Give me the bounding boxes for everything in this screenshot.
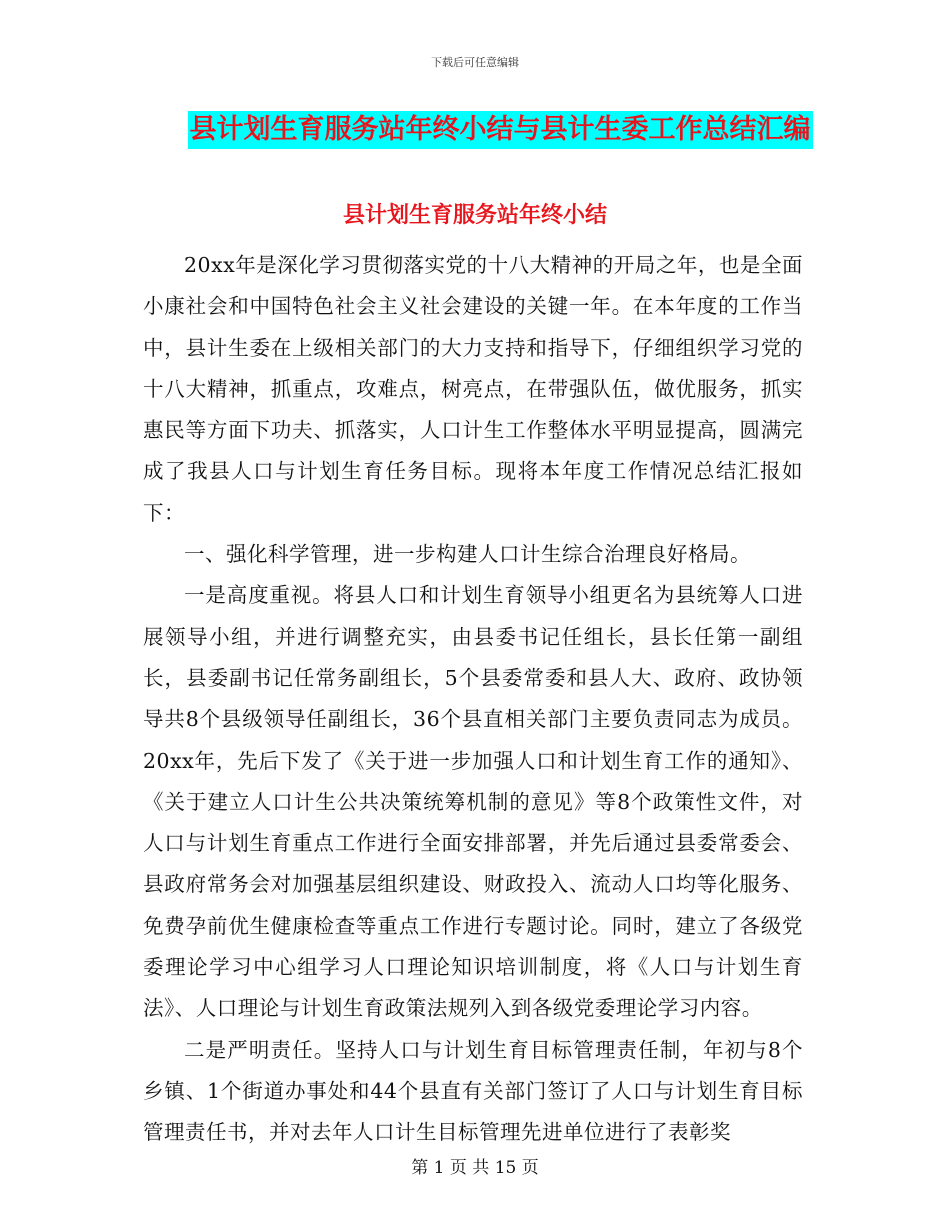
page-number: 第 1 页 共 15 页 <box>411 1158 539 1178</box>
paragraph: 一、强化科学管理，进一步构建人口计生综合治理良好格局。 <box>184 542 751 567</box>
paragraph: 20xx年是深化学习贯彻落实党的十八大精神的开局之年，也是全面小康社会和中国特色社会主义社会建设的关键一年。在本年度的工作当中，县计生委在上级相关部门的大力支持和指导下，仔细组织学习党的十八大精神，抓重点，攻难点，树亮点，在带强队伍，做优服务，抓实惠民等方面下功夫、抓落实，人口计生工作整体水平明显提高，圆满完成了我县人口与计划生育任务目标。现将本年度工作情况总结汇报如下： <box>143 253 803 525</box>
document-title: 县计划生育服务站年终小结与县计生委工作总结汇编 <box>188 111 813 149</box>
document-body <box>143 245 803 1154</box>
paragraph: 二是严明责任。坚持人口与计划生育目标管理责任制，年初与8个乡镇、1个街道办事处和44个县直有关部门签订了人口与计划生育目标管理责任书，并对去年人口计生目标管理先进单位进行了表彰奖 <box>143 1037 803 1145</box>
section-title: 县计划生育服务站年终小结 <box>342 203 607 228</box>
document-title-container <box>0 111 950 149</box>
page-header-note: 下载后可任意编辑 <box>431 56 519 69</box>
paragraph: 一是高度重视。将县人口和计划生育领导小组更名为县统筹人口进展领导小组，并进行调整充实，由县委书记任组长，县长任第一副组长，县委副书记任常务副组长，5个县委常委和县人大、政府、政协领导共8个县级领导任副组长，36个县直相关部门主要负责同志为成员。20xx年，先后下发了《关于进一步加强人口和计划生育工作的通知》、《关于建立人口计生公共决策统筹机制的意见》等8个政策性文件，对人口与计划生育重点工作进行全面安排部署，并先后通过县委常委会、县政府常务会对加强基层组织建设、财政投入、流动人口均等化服务、免费孕前优生健康检查等重点工作进行专题讨论。同时，建立了各级党委理论学习中心组学习人口理论知识培训制度，将《人口与计划生育法》、人口理论与计划生育政策法规列入到各级党委理论学习内容。 <box>143 583 803 1021</box>
